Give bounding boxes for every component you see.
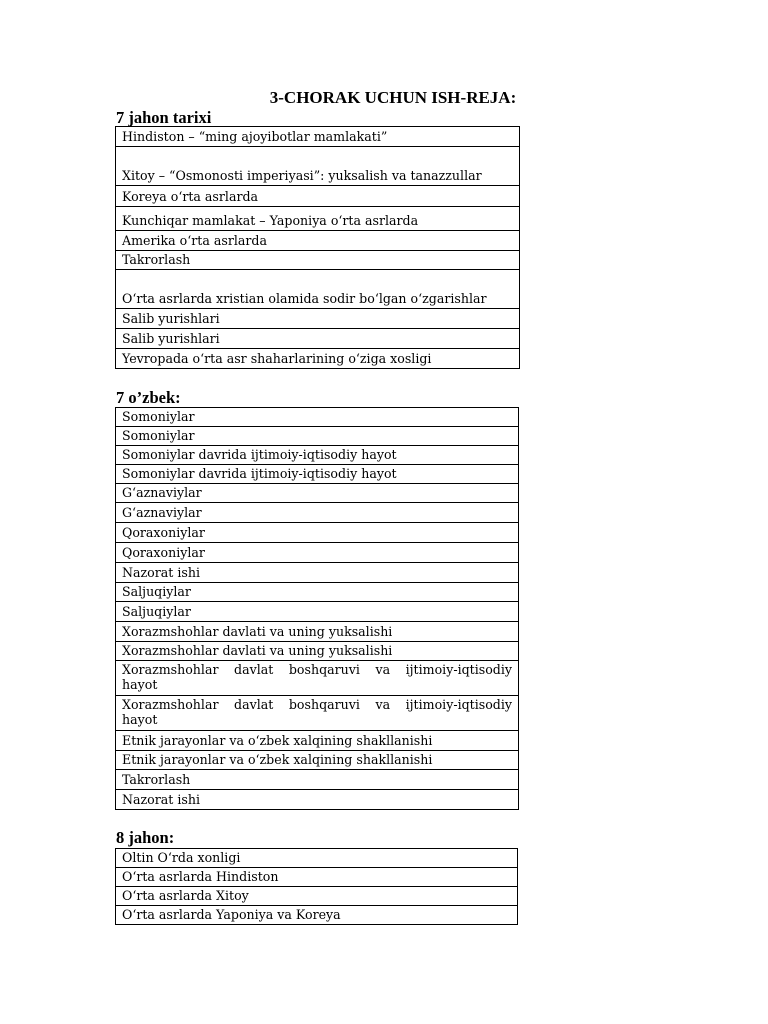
table-row xyxy=(116,270,520,309)
table-cell: Takrorlash xyxy=(116,770,519,790)
table-row xyxy=(116,465,519,484)
table-cell: Xitoy – “Osmonosti imperiyasi”: yuksalish va tanazzullar xyxy=(116,147,520,186)
table-cell: Saljuqiylar xyxy=(116,602,519,622)
table-cell: O‘rta asrlarda Xitoy xyxy=(116,887,518,906)
page-title: 3-CHORAK UCHUN ISH-REJA: xyxy=(269,88,517,107)
table-cell: O‘rta asrlarda Hindiston xyxy=(116,868,518,887)
section-heading-7-ozbek: 7 o’zbek: xyxy=(116,388,181,407)
table-cell: Saljuqiylar xyxy=(116,583,519,602)
table-cell: Xorazmshohlar davlati va uning yuksalishi xyxy=(116,642,519,661)
table-row xyxy=(116,751,519,770)
table-cell: Salib yurishlari xyxy=(116,309,520,329)
table-row xyxy=(116,207,520,231)
table-cell: Xorazmshohlar davlat boshqaruvi va ijtimoiy-iqtisodiy hayot xyxy=(116,696,519,731)
section-heading-7-jahon: 7 jahon tarixi xyxy=(116,108,212,127)
table-row xyxy=(116,251,520,270)
table-row xyxy=(116,127,520,147)
table-cell: O‘rta asrlarda Yaponiya va Koreya xyxy=(116,906,518,925)
table-cell: Somoniylar davrida ijtimoiy-iqtisodiy hayot xyxy=(116,465,519,484)
table-row xyxy=(116,484,519,503)
table-row xyxy=(116,642,519,661)
table-cell: Nazorat ishi xyxy=(116,790,519,810)
table-row xyxy=(116,906,518,925)
table-row xyxy=(116,622,519,642)
table-row xyxy=(116,696,519,731)
table-row xyxy=(116,602,519,622)
table-cell: Hindiston – “ming ajoyibotlar mamlakati” xyxy=(116,127,520,147)
table-cell: Yevropada o‘rta asr shaharlarining o‘ziga xosligi xyxy=(116,349,520,369)
table-cell: Nazorat ishi xyxy=(116,563,519,583)
table-cell: Somoniylar davrida ijtimoiy-iqtisodiy hayot xyxy=(116,446,519,465)
table-cell: Oltin O‘rda xonligi xyxy=(116,849,518,868)
table-row xyxy=(116,186,520,207)
table-row xyxy=(116,583,519,602)
table-row xyxy=(116,309,520,329)
table-cell: Qoraxoniylar xyxy=(116,523,519,543)
table-row xyxy=(116,408,519,427)
table-cell: Salib yurishlari xyxy=(116,329,520,349)
table-row xyxy=(116,770,519,790)
table-row xyxy=(116,868,518,887)
plan-table-7-jahon xyxy=(115,126,520,369)
table-cell: Koreya o‘rta asrlarda xyxy=(116,186,520,207)
table-row xyxy=(116,446,519,465)
table-row xyxy=(116,349,520,369)
plan-table-7-ozbek xyxy=(115,407,519,810)
table-cell: Etnik jarayonlar va o‘zbek xalqining shakllanishi xyxy=(116,751,519,770)
table-cell: Xorazmshohlar davlati va uning yuksalishi xyxy=(116,622,519,642)
table-row xyxy=(116,731,519,751)
table-row xyxy=(116,503,519,523)
table-row xyxy=(116,790,519,810)
table-row xyxy=(116,563,519,583)
table-cell: G‘aznaviylar xyxy=(116,484,519,503)
table-cell: Xorazmshohlar davlat boshqaruvi va ijtimoiy-iqtisodiy hayot xyxy=(116,661,519,696)
table-row xyxy=(116,849,518,868)
table-row xyxy=(116,427,519,446)
table-cell: Somoniylar xyxy=(116,427,519,446)
table-cell: Kunchiqar mamlakat – Yaponiya o‘rta asrlarda xyxy=(116,207,520,231)
table-row xyxy=(116,147,520,186)
plan-table-8-jahon xyxy=(115,848,518,925)
table-row xyxy=(116,543,519,563)
table-row xyxy=(116,523,519,543)
table-cell: O‘rta asrlarda xristian olamida sodir bo‘lgan o‘zgarishlar xyxy=(116,270,520,309)
table-row xyxy=(116,887,518,906)
section-heading-8-jahon: 8 jahon: xyxy=(116,828,175,847)
table-cell: G‘aznaviylar xyxy=(116,503,519,523)
table-row xyxy=(116,329,520,349)
table-row xyxy=(116,661,519,696)
table-row xyxy=(116,231,520,251)
table-cell: Etnik jarayonlar va o‘zbek xalqining shakllanishi xyxy=(116,731,519,751)
table-cell: Qoraxoniylar xyxy=(116,543,519,563)
table-cell: Amerika o‘rta asrlarda xyxy=(116,231,520,251)
table-cell: Takrorlash xyxy=(116,251,520,270)
table-cell: Somoniylar xyxy=(116,408,519,427)
